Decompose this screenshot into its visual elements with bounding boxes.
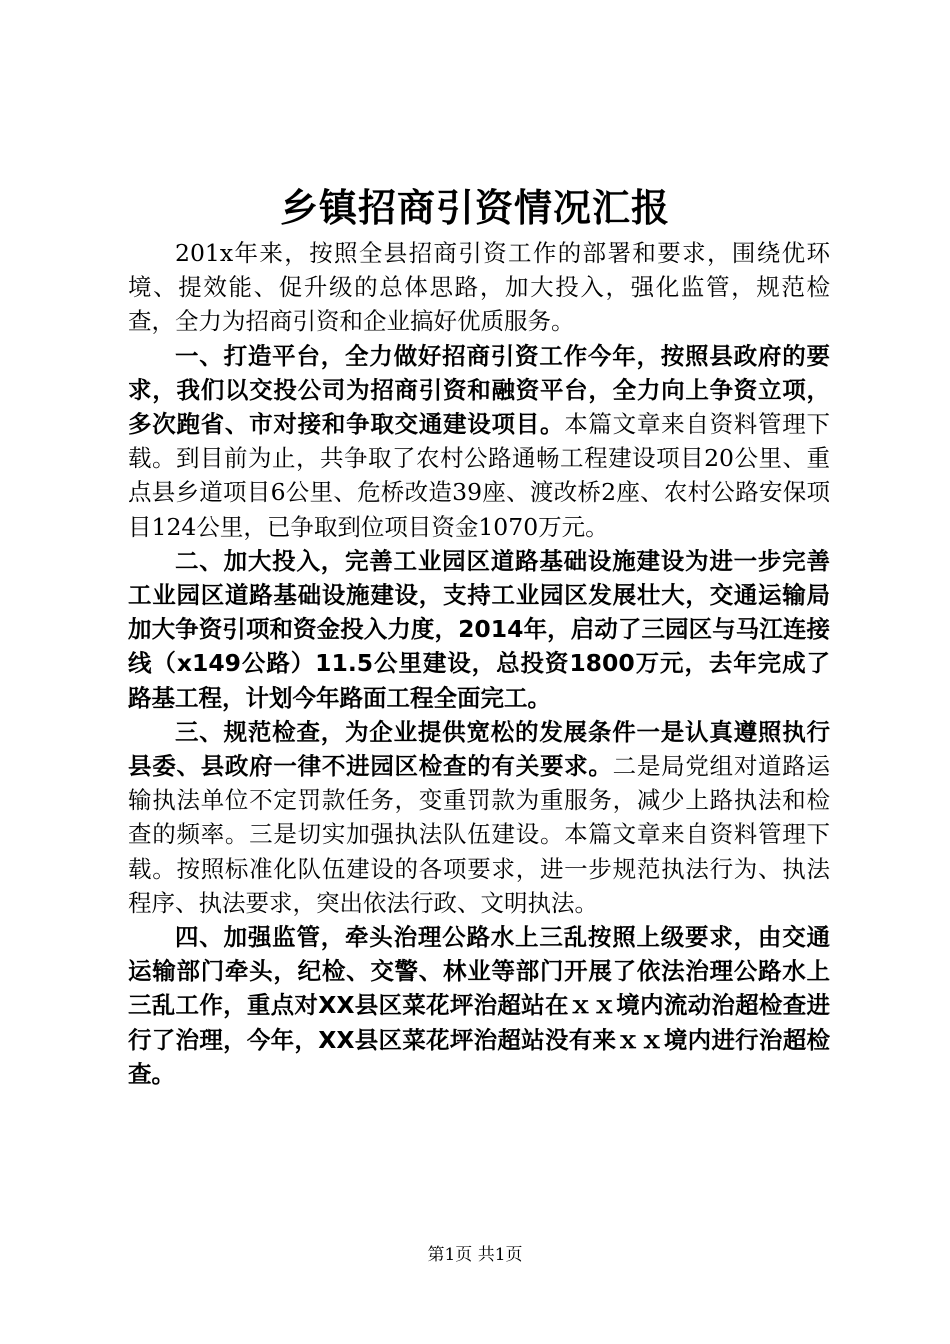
paragraph-lead: 四、加强监管，牵头治理公路水上三乱按照上级要求，由交通运输部门牵头，纪检、交警、林业等部门开展了依法治理公路水上三乱工作，重点对XX县区菜花坪治超站在ｘｘ境内流动治超检查进行了治理，今年，XX县区菜花坪治超站没有来ｘｘ境内进行治超检查。 <box>128 923 830 1088</box>
paragraph-intro <box>128 236 830 339</box>
paragraph-lead: 三、规范检查，为企业提供宽松的发展条件一是认真遵照执行县委、县政府一律不进园区检查的有关要求。 <box>128 717 830 781</box>
paragraph-section-3 <box>128 715 830 920</box>
paragraph-text: 本篇文章来自资料管理下载。到目前为止，共争取了农村公路通畅工程建设项目20公里、重点县乡道项目6公里、危桥改造39座、渡改桥2座、农村公路安保项目124公里，已争取到位项目资金1070万元。 <box>128 410 831 541</box>
paragraph-lead: 二、加大投入，完善工业园区道路基础设施建设为进一步完善工业园区道路基础设施建设，支持工业园区发展壮大，交通运输局加大争资引项和资金投入力度，2014年，启动了三园区与马江连接线（x149公路）11.5公里建设，总投资1800万元，去年完成了路基工程，计划今年路面工程全面完工。 <box>128 546 830 712</box>
document-body <box>128 236 830 1091</box>
paragraph-text: 201x年来，按照全县招商引资工作的部署和要求，围绕优环境、提效能、促升级的总体思路，加大投入，强化监管，规范检查，全力为招商引资和企业搞好优质服务。 <box>128 239 830 336</box>
document-title: 乡镇招商引资情况汇报 <box>279 185 670 230</box>
paragraph-section-2 <box>128 544 830 715</box>
paragraph-section-4 <box>128 920 830 1091</box>
paragraph-section-1 <box>128 339 830 544</box>
paragraph-lead: 一、打造平台，全力做好招商引资工作今年，按照县政府的要求，我们以交投公司为招商引资和融资平台，全力向上争资立项，多次跑省、市对接和争取交通建设项目。 <box>128 341 830 439</box>
paragraph-text: 二是局党组对道路运输执法单位不定罚款任务，变重罚款为重服务，减少上路执法和检查的频率。三是切实加强执法队伍建设。本篇文章来自资料管理下载。按照标准化队伍建设的各项要求，进一步规范执法行为、执法程序、执法要求，突出依法行政、文明执法。 <box>128 752 831 917</box>
page-footer: 第1页 共1页 <box>427 1245 523 1265</box>
